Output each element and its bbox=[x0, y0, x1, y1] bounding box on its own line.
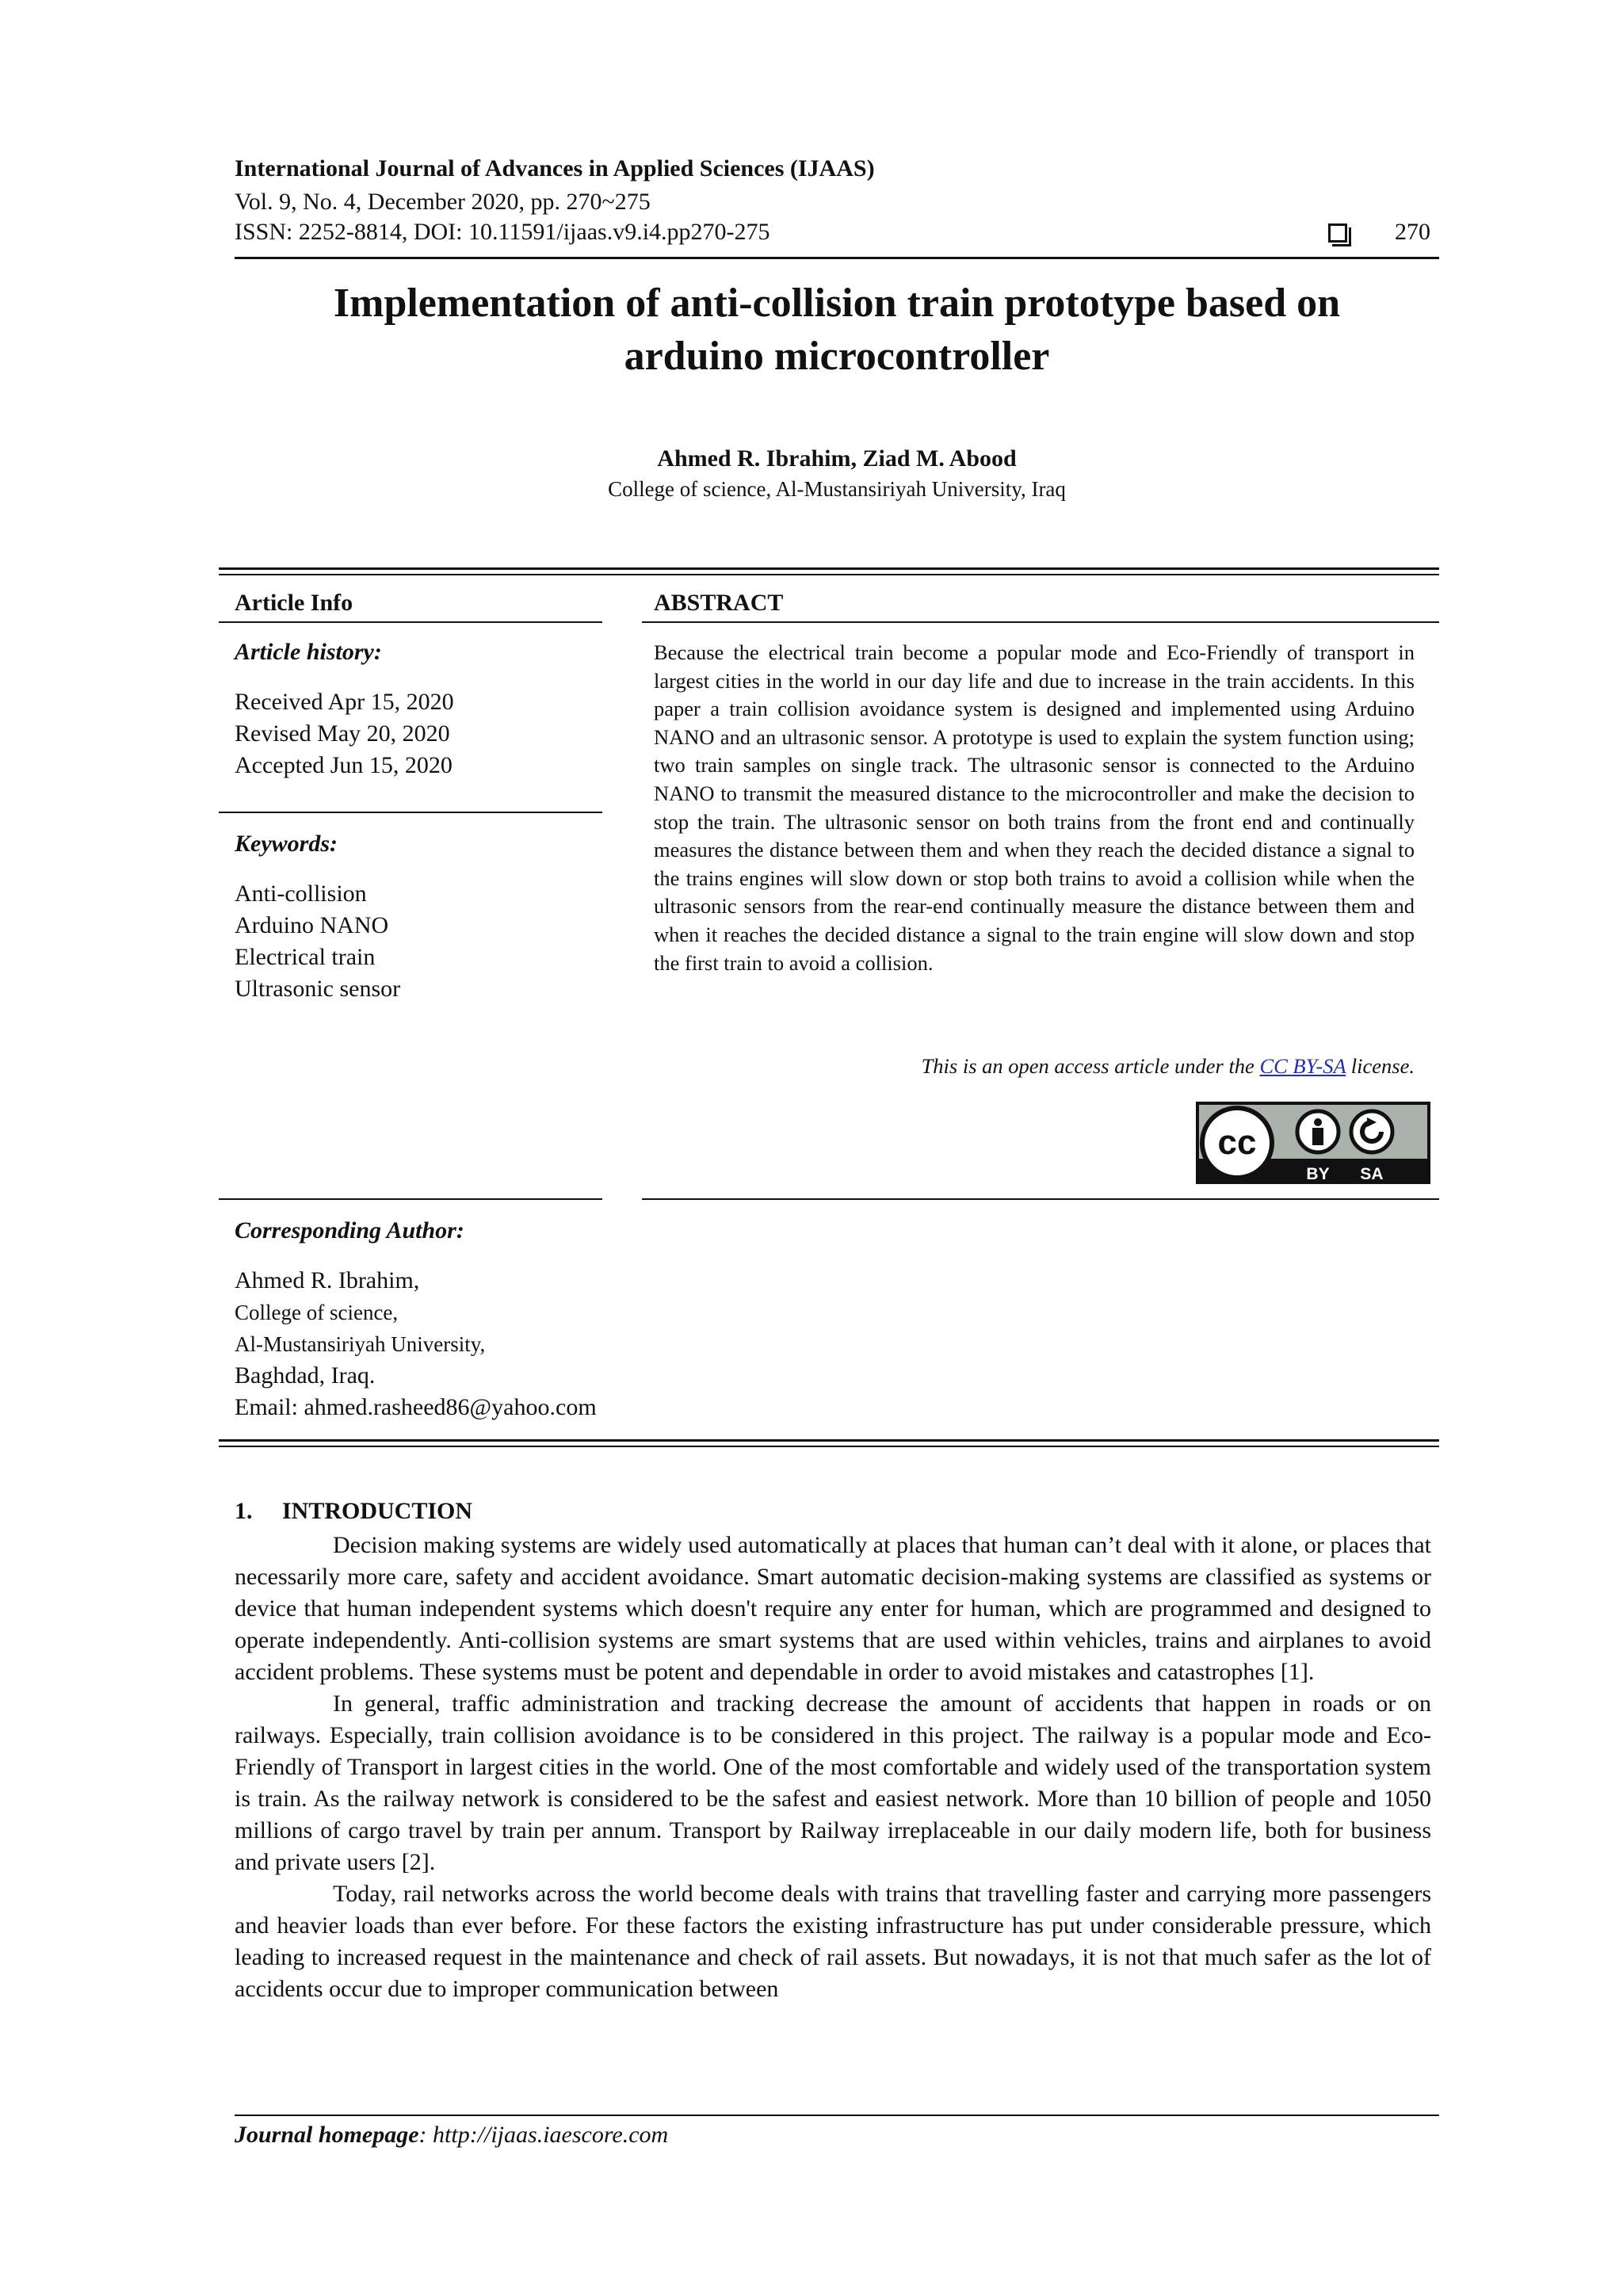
journal-issn-doi: ISSN: 2252-8814, DOI: 10.11591/ijaas.v9.i4.pp270-275 bbox=[235, 219, 770, 245]
corresponding-email: Email: ahmed.rasheed86@yahoo.com bbox=[235, 1394, 597, 1420]
corresponding-author-name: Ahmed R. Ibrahim, bbox=[235, 1267, 420, 1293]
paragraph: Decision making systems are widely used automatically at places that human can’t deal with it alone, or places that necessarily more care, safety and accident avoidance. Smart automatic decision-making systems are classified as systems or device that human independent systems which doesn't require any enter for human, which are programmed and designed to operate independently. Anti-collision systems are smart systems that are used within vehicles, trains and airplanes to avoid accident problems. These systems must be potent and dependable in order to avoid mistakes and catastrophes [1]. bbox=[235, 1532, 1431, 1685]
header-rule bbox=[235, 257, 1439, 259]
journal-name: International Journal of Advances in Applied Sciences (IJAAS) bbox=[235, 155, 875, 181]
keyword-item: Anti-collision bbox=[235, 881, 367, 907]
abstract-text: Because the electrical train become a popular mode and Eco-Friendly of transport in largest cities in the world in our day life and due to increase in the train accidents. In this paper a train collision avoidance system is designed and implemented using Arduino NANO and an ultrasonic sensor. A prototype is used to explain the system function using; two train samples on single track. The ultrasonic sensor is connected to the Arduino NANO to transmit the measured distance to the microcontroller and make the decision to stop the train. The ultrasonic sensor on both trains from the front end and continually measures the distance between them and when they reach the decided distance a signal to the trains engines will slow down or stop both trains to avoid a collision while when the ultrasonic sensors from the rear-end continually measure the distance between them and when it reaches the decided distance a signal to the train engine will slow down and stop the first train to avoid a collision. bbox=[654, 640, 1415, 975]
abstract-bottom-rule bbox=[642, 1198, 1439, 1200]
info-bottom-rule bbox=[219, 1439, 1439, 1442]
license-statement bbox=[654, 1054, 1415, 1079]
info-top-rule bbox=[219, 567, 1439, 570]
cc-text: cc bbox=[1217, 1123, 1257, 1162]
info-bottom-rule-thin bbox=[219, 1446, 1439, 1447]
corresponding-university: Al-Mustansiriyah University, bbox=[235, 1332, 486, 1356]
abstract-heading: ABSTRACT bbox=[654, 590, 784, 616]
affiliation: College of science, Al-Mustansiriyah University, Iraq bbox=[608, 477, 1066, 501]
footer-rule bbox=[235, 2115, 1439, 2116]
keyword-item: Arduino NANO bbox=[235, 912, 389, 938]
license-prefix: This is an open access article under the bbox=[921, 1054, 1260, 1078]
author-list: Ahmed R. Ibrahim, Ziad M. Abood bbox=[657, 445, 1017, 472]
keyword-item: Ultrasonic sensor bbox=[235, 976, 401, 1002]
cc-by-sa-icon bbox=[1196, 1102, 1430, 1184]
journal-homepage bbox=[235, 2122, 668, 2149]
footer-url[interactable]: : http://ijaas.iaescore.com bbox=[418, 2122, 669, 2148]
article-info-heading: Article Info bbox=[235, 590, 353, 616]
license-link[interactable]: CC BY-SA bbox=[1259, 1054, 1346, 1078]
article-history-label: Article history: bbox=[235, 639, 382, 665]
keyword-item: Electrical train bbox=[235, 944, 376, 970]
article-info-bottom-rule bbox=[219, 1198, 602, 1200]
corresponding-location: Baghdad, Iraq. bbox=[235, 1362, 376, 1389]
footer-label: Journal homepage bbox=[235, 2122, 419, 2148]
keywords-list bbox=[235, 878, 400, 1005]
paragraph: In general, traffic administration and tracking decrease the amount of accidents that happen in roads or on railways. Especially, train collision avoidance is to be considered in this project. The railway is a popular mode and Eco-Friendly of Transport in largest cities in the world. One of the most comfortable and widely used of the transportation system is train. As the railway network is considered to be the safest and easiest network. More than 10 billion of people and 1050 millions of cargo travel by train per annum. Transport by Railway irreplaceable in our daily modern life, both for business and private users [2]. bbox=[235, 1690, 1431, 1875]
keywords-rule bbox=[219, 812, 602, 813]
license-suffix: license. bbox=[1346, 1054, 1415, 1078]
introduction-body bbox=[235, 1530, 1431, 2005]
paragraph: Today, rail networks across the world become deals with trains that travelling faster and carrying more passengers and heavier loads than ever before. For these factors the existing infrastructure has put under considerable pressure, which leading to increased request in the maintenance and check of rail assets. But nowadays, it is not that much safer as the lot of accidents occur due to improper communication between bbox=[235, 1881, 1431, 2002]
title-line-2: arduino microcontroller bbox=[624, 333, 1050, 379]
revised-date: Revised May 20, 2020 bbox=[235, 720, 450, 747]
page-number: 270 bbox=[1395, 219, 1430, 245]
paper-title bbox=[235, 277, 1439, 383]
journal-volume: Vol. 9, No. 4, December 2020, pp. 270~275 bbox=[235, 189, 651, 215]
sa-text: SA bbox=[1360, 1165, 1384, 1183]
article-history bbox=[235, 686, 454, 781]
checkbox-icon bbox=[1328, 223, 1347, 243]
accepted-date: Accepted Jun 15, 2020 bbox=[235, 752, 453, 778]
corresponding-author-label: Corresponding Author: bbox=[235, 1217, 464, 1244]
title-line-1: Implementation of anti-collision train prototype based on bbox=[333, 281, 1341, 326]
article-info-rule bbox=[219, 621, 602, 623]
introduction-heading: 1. INTRODUCTION bbox=[235, 1498, 473, 1524]
abstract-rule bbox=[642, 621, 1439, 623]
cc-by-sa-badge[interactable] bbox=[1196, 1102, 1430, 1184]
keywords-label: Keywords: bbox=[235, 831, 338, 857]
received-date: Received Apr 15, 2020 bbox=[235, 689, 454, 715]
info-top-rule-thin bbox=[219, 574, 1439, 575]
corresponding-affiliation: College of science, bbox=[235, 1301, 399, 1324]
by-text: BY bbox=[1306, 1165, 1330, 1183]
